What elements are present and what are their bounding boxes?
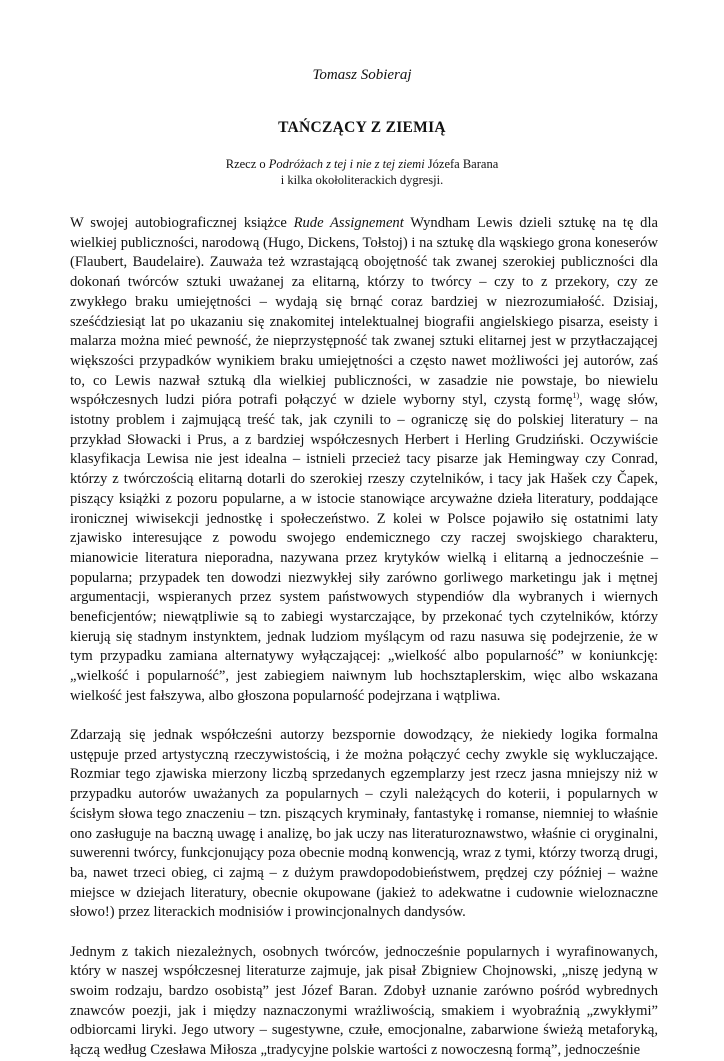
subtitle-prefix: Rzecz o [225, 157, 269, 171]
paragraph-1-part-b: Wyndham Lewis dzieli sztukę na tę dla wielkiej publiczności, narodową (Hugo, Dickens, Tołstoj) i na sztukę dla wąskiego grona koneserów (Flaubert, Baudelaire). Zauważa też wzrastającą obojętność tak zwanej szerokiej publiczności dla dokonań twórców sztuki uważanej za elitarną, którzy to twórcy – czy to z przekory, czy ze zwykłego braku umiejętności – wydają się brnąć coraz bardziej w niezrozumiałość. Dzisiaj, sześćdziesiąt lat po ukazaniu się znakomitej intelektualnej biografii angielskiego pisarza, eseisty i malarza można mieć pewność, że nieprzystępność tak zwanej sztuki elitarnej jest w przytłaczającej większości przypadków wynikiem braku umiejętności a często nawet możliwości jej autorów, zaś to, co Lewis nazwał sztuką dla wielkiej publiczności, w zasadzie nie powstaje, bo niewielu współczesnych ludzi pióra potrafi połączyć w dziele wyborny styl, czystą formę [70, 215, 658, 409]
book-title-rude-assignement: Rude Assignement [293, 215, 404, 231]
paragraph-1 [70, 214, 658, 707]
article-subtitle [0, 156, 724, 188]
article-body [70, 214, 658, 1061]
subtitle-book-title: Podróżach z tej i nie z tej ziemi [268, 157, 425, 171]
article-title: TAŃCZĄCY Z ZIEMIĄ [278, 119, 446, 136]
paragraph-1-part-c: , wagę słów, istotny problem i zajmującą treść tak, jak czynili to – ograniczę się do polskiej literatury – na przykład Słowacki i Prus, a z bardziej współczesnych Herbert i Herling Grudziński. Oczywiście klasyfikacja Lewisa nie jest idealna – istnieli przecież tacy pisarze jak Hemingway czy Conrad, którzy z twórczością elitarną dotarli do szerokiej rzeszy czytelników, i tacy jak Hašek czy Čapek, piszący książki z pozoru popularne, a w istocie stanowiące arcyważne dzieła literatury, poddające ironicznej wiwisekcji jednostkę i społeczeństwo. Z kolei w Polsce pojawiło się ostatnimi laty zjawisko interesujące z powodu swojego endemicznego czy raczej swojskiego charakteru, mianowicie literatura nieporadna, nazywana przez krytyków wielką i elitarną a jednocześnie – popularna; przypadek ten dowodzi niezwykłej siły zarówno gorliwego marketingu jak i mętnej argumentacji, wspieranych przez system państwowych stypendiów dla wybranych i wiernych beneficjentów; niewątpliwie są to zabiegi wystarczające, by przekonać tych czytelników, którzy kierują się stadnym instynktem, jednak ludziom myślącym od razu nasuwa się podejrzenie, że w tym przypadku zamiana alternatywy wyłączającej: „wielkość albo popularność” w koniunkcję: „wielkość i popularność”, jest zabiegiem naiwnym lub hochsztaplerskim, więc albo wskazana wielkość jest fałszywa, albo głoszona popularność podejrzana i wątpliwa. [70, 392, 658, 704]
paragraph-3: Jednym z takich niezależnych, osobnych twórców, jednocześnie popularnych i wyrafinowanych, który w naszej współczesnej literaturze zajmuje, jak pisał Zbigniew Chojnowski, „niszę jedyną w swoim rodzaju, bardzo osobistą” jest Józef Baran. Zdobył uznanie zarówno pośród wybrednych znawców poezji, jak i między naznaczonymi wrażliwością, smakiem i wyobraźnią „zwykłymi” odbiorcami liryki. Jego utwory – sugestywne, czułe, emocjonalne, zabarwione świeżą metaforyką, łączą według Czesława Miłosza „tradycyjne polskie wartości z nowoczesną formą”, jednocześnie [70, 943, 658, 1059]
paragraph-1-part-a: W swojej autobiograficznej książce [70, 215, 294, 231]
subtitle-line-2: i kilka okołoliterackich dygresji. [280, 173, 444, 187]
footnote-marker: 1) [572, 391, 580, 401]
subtitle-suffix: Józefa Barana [424, 157, 499, 171]
subtitle-line-1 [0, 156, 724, 172]
author-name: Tomasz Sobieraj [312, 67, 412, 83]
paragraph-2: Zdarzają się jednak współcześni autorzy bezspornie dowodzący, że niekiedy logika formalna ustępuje przed artystyczną rzeczywistością, i że można połączyć cechy zwykle się wykluczające. Rozmiar tego zjawiska mierzony liczbą sprzedanych egzemplarzy jest rzecz jasna mniejszy niż w przypadku autorów uważanych za popularnych – czyli należących do koterii, i popularnych w ścisłym słowa tego znaczeniu – tzn. piszących kryminały, fantastykę i romanse, niemniej to właśnie ono zasługuje na baczną uwagę i analizę, bo jak uczy nas literaturoznawstwo, właśnie ci oryginalni, suwerenni twórcy, funkcjonujący poza obecnie modną konwencją, wraz z tymi, którzy tworzą drugi, ba, nawet trzeci obieg, ci zajmą – z dużym prawdopodobieństwem, prędzej czy później – ważne miejsce w dziejach literatury, obecnie okupowane (jakież to adekwatne i cudownie wieloznaczne słowo!) przez literackich modnisiów i prowincjonalnych dandysów. [70, 727, 658, 921]
